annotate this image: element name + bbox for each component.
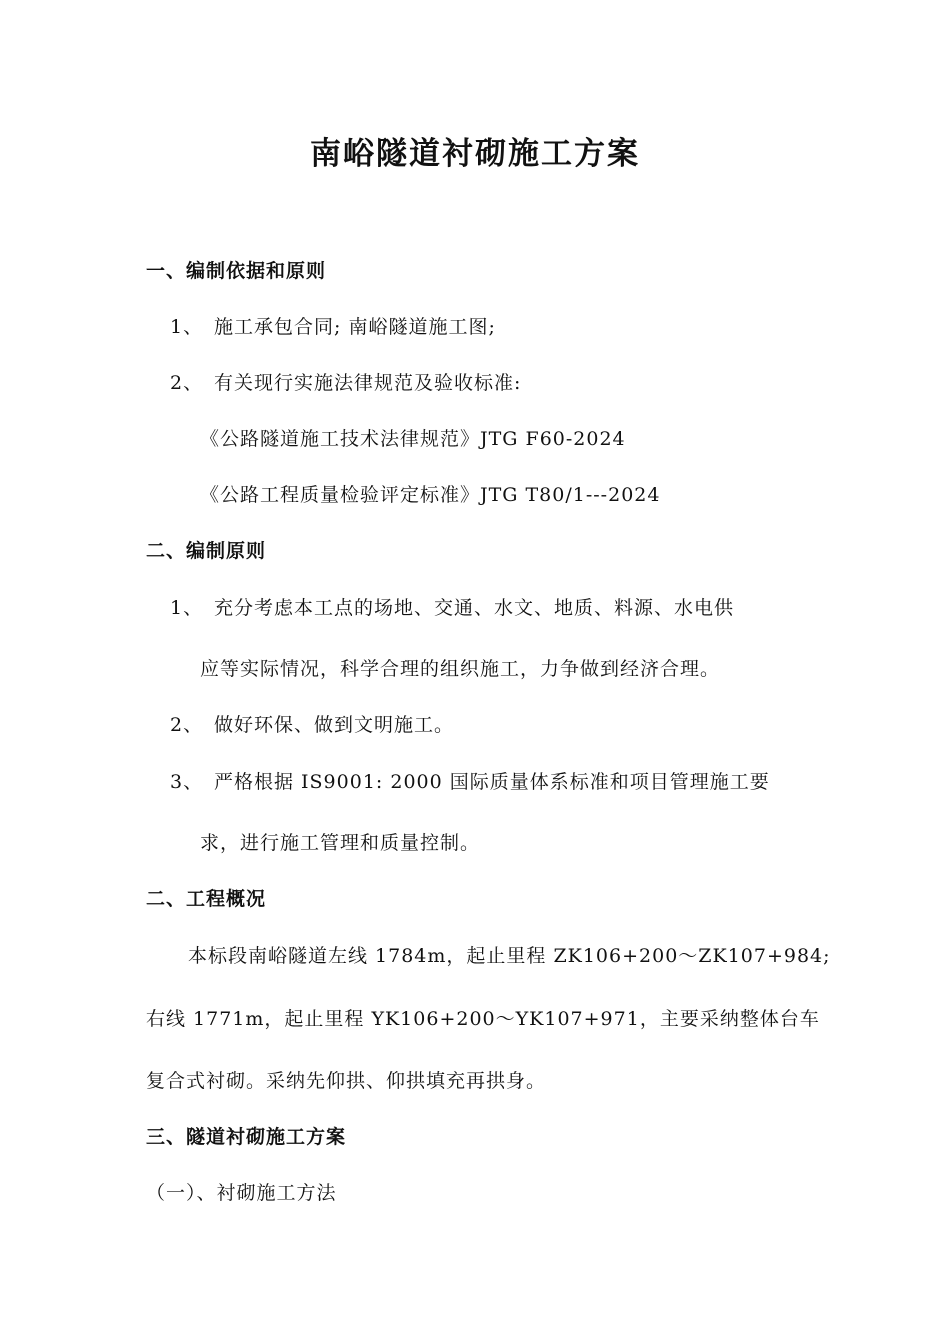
list-item bbox=[170, 713, 454, 737]
section-heading-basis: 一、编制依据和原则 bbox=[146, 260, 327, 282]
list-item bbox=[170, 770, 770, 794]
list-number: 1、 bbox=[170, 316, 204, 338]
list-number: 2、 bbox=[170, 714, 204, 736]
subsection-heading: （一）、衬砌施工方法 bbox=[146, 1182, 337, 1204]
list-text-continued: 应等实际情况，科学合理的组织施工，力争做到经济合理。 bbox=[200, 658, 721, 680]
paragraph-line: 本标段南峪隧道左线 1784m，起止里程 ZK106+200～ZK107+984; bbox=[188, 945, 831, 967]
standard-reference: 《公路工程质量检验评定标准》JTG T80/1---2024 bbox=[200, 484, 661, 506]
section-heading-principles: 二、编制原则 bbox=[146, 540, 267, 562]
paragraph-line: 右线 1771m，起止里程 YK106+200～YK107+971，主要采纳整体台车 bbox=[146, 1008, 820, 1030]
paragraph-line: 复合式衬砌。采纳先仰拱、仰拱填充再拱身。 bbox=[146, 1070, 547, 1092]
list-number: 1、 bbox=[170, 597, 204, 619]
list-item bbox=[170, 371, 521, 395]
list-text: 做好环保、做到文明施工。 bbox=[214, 714, 455, 736]
document-title: 南峪隧道衬砌施工方案 bbox=[310, 136, 640, 172]
list-text: 充分考虑本工点的场地、交通、水文、地质、料源、水电供 bbox=[214, 597, 735, 619]
list-item bbox=[170, 315, 496, 339]
list-number: 2、 bbox=[170, 372, 204, 394]
list-number: 3、 bbox=[170, 771, 204, 793]
list-text: 施工承包合同; 南峪隧道施工图; bbox=[214, 316, 496, 338]
list-item bbox=[170, 596, 734, 620]
list-text: 有关现行实施法律规范及验收标准: bbox=[214, 372, 522, 394]
standard-reference: 《公路隧道施工技术法律规范》JTG F60-2024 bbox=[200, 428, 626, 450]
list-text-continued: 求，进行施工管理和质量控制。 bbox=[200, 832, 481, 854]
list-text: 严格根据 IS9001: 2000 国际质量体系标准和项目管理施工要 bbox=[214, 771, 770, 793]
section-heading-lining-plan: 三、隧道衬砌施工方案 bbox=[146, 1126, 347, 1148]
section-heading-overview: 二、工程概况 bbox=[146, 888, 267, 910]
